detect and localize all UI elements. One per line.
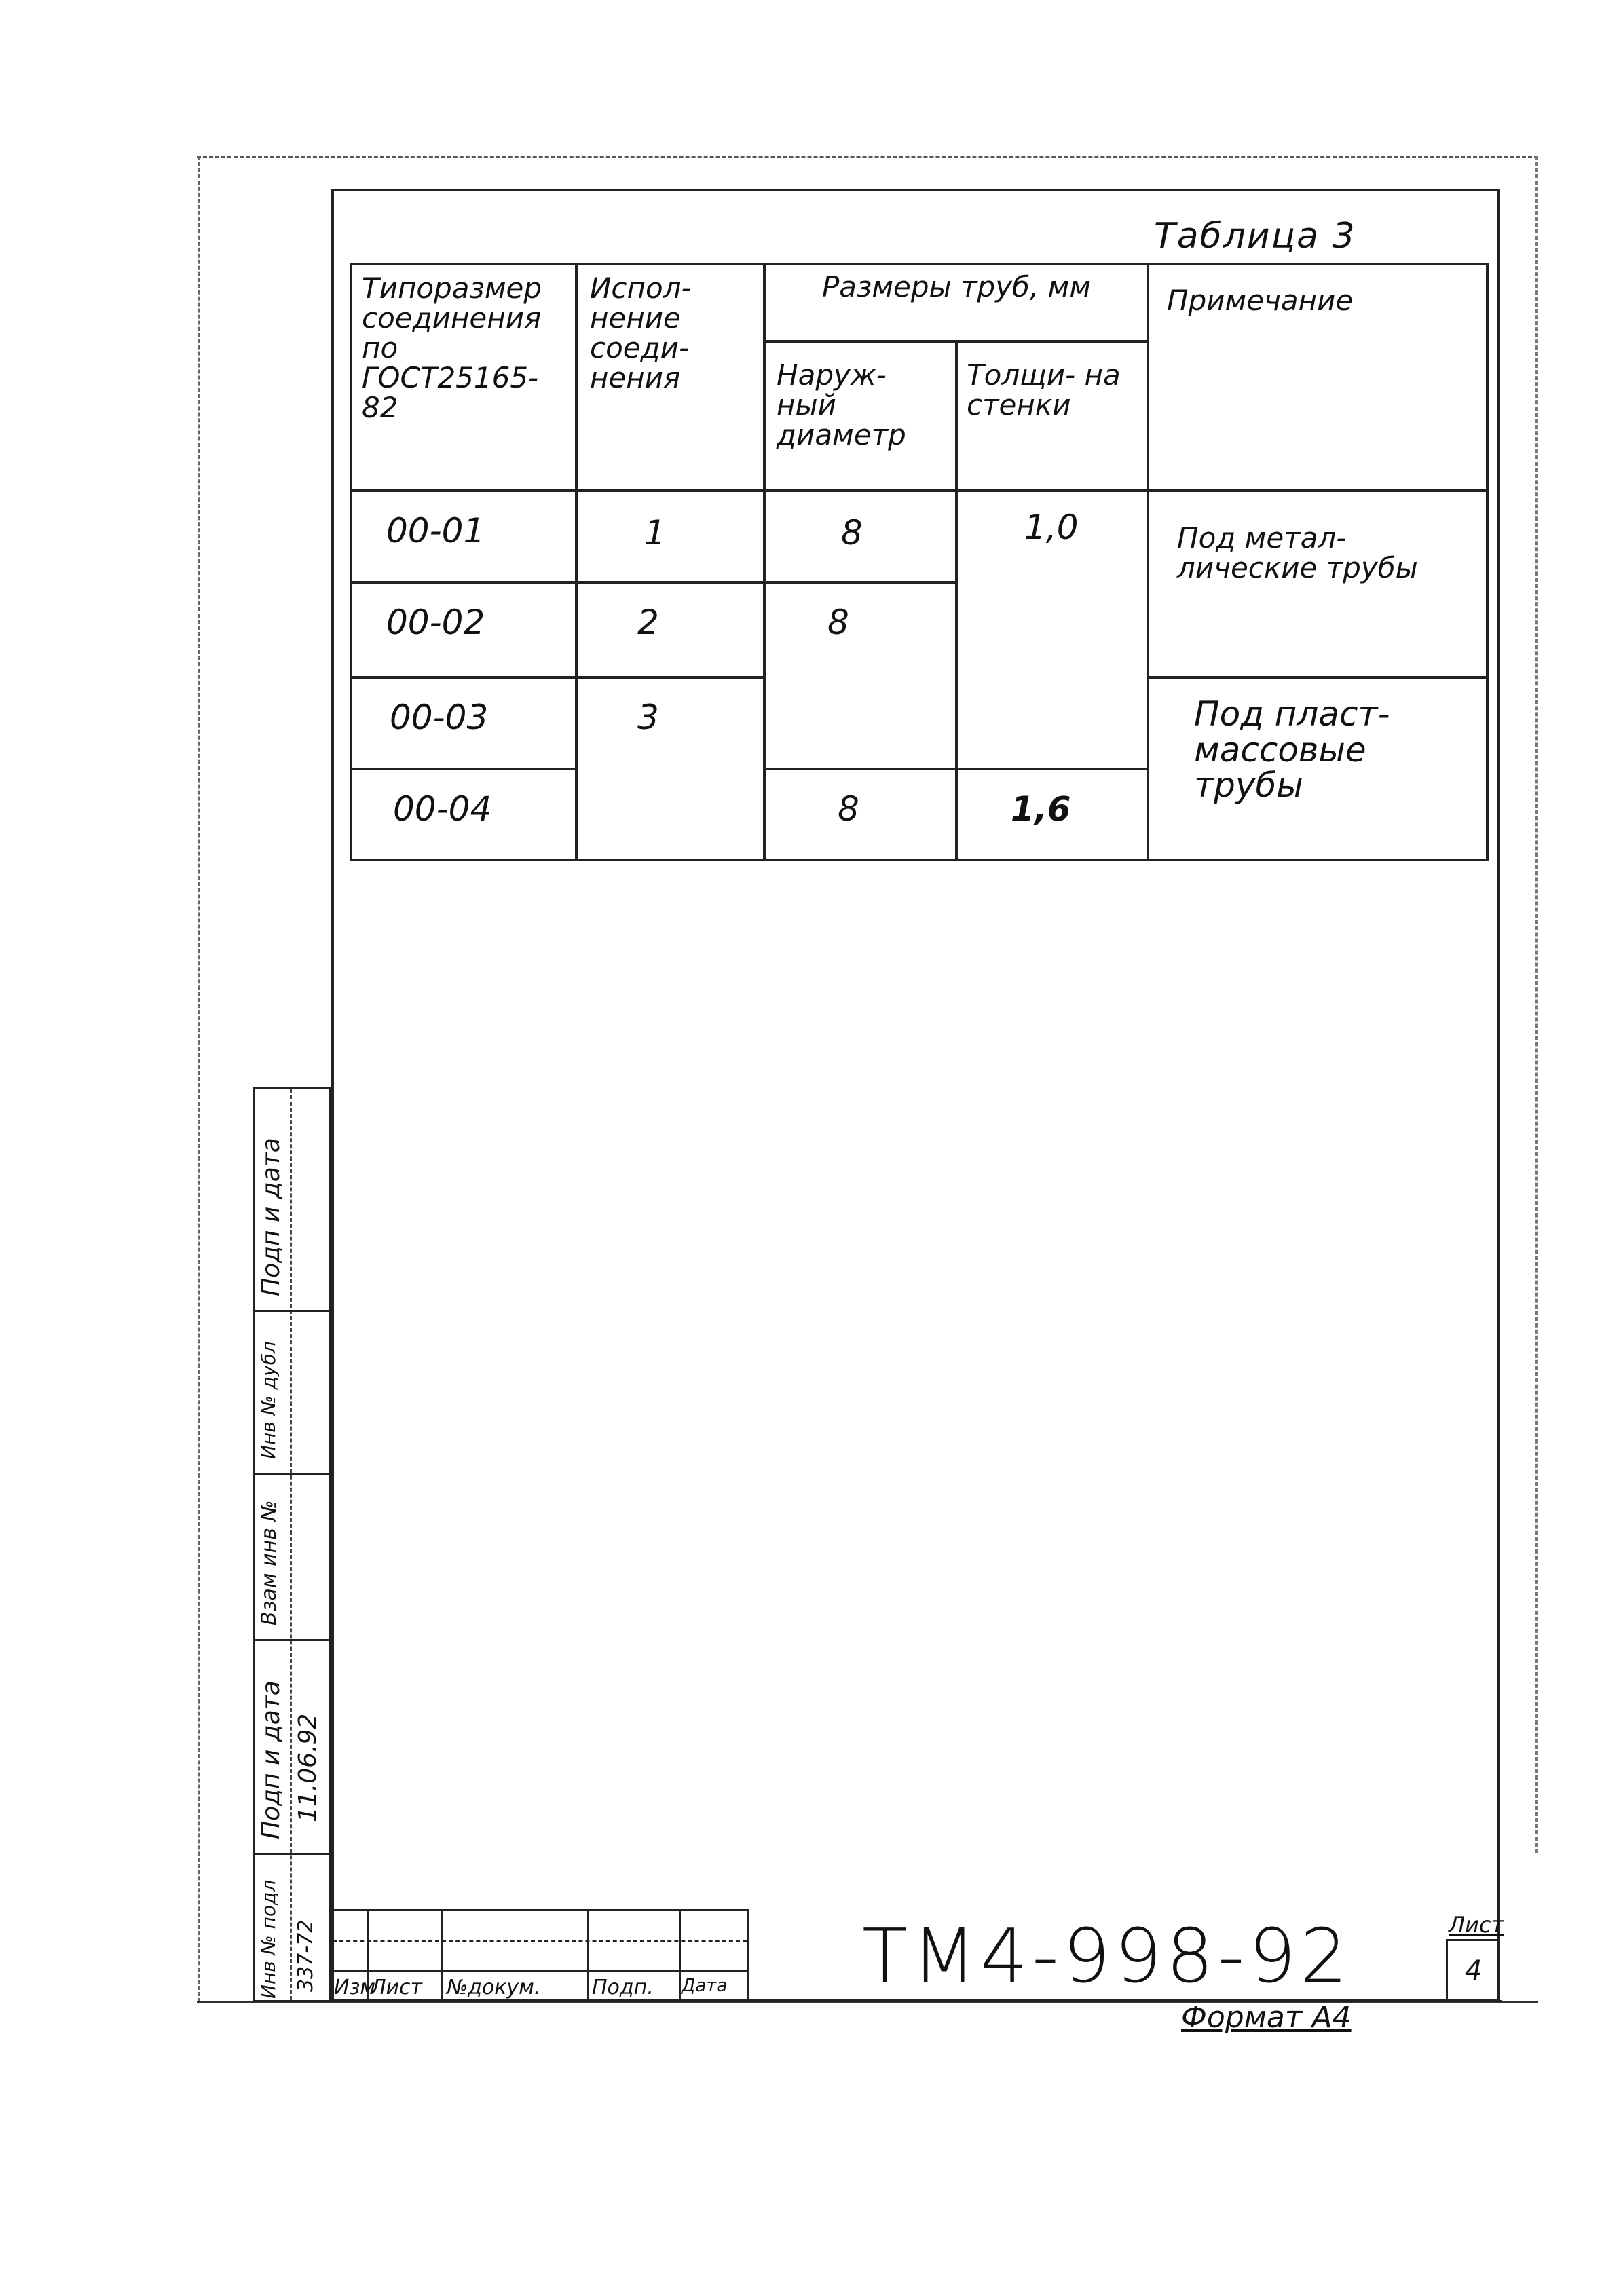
table-caption: Таблица 3 bbox=[1154, 216, 1356, 257]
header-pipe-size: Размеры труб, мм bbox=[821, 270, 1092, 303]
row4-type: 00-04 bbox=[393, 789, 492, 829]
header-type: Типоразмер соединения по ГОСТ25165-82 bbox=[362, 271, 542, 425]
side-label-dup-inv: Инв № дубл bbox=[257, 1341, 280, 1459]
title-block-col-3 bbox=[587, 1909, 589, 2002]
row-line-1 bbox=[352, 581, 955, 584]
header-wall-thickness: Толщи- на стенки bbox=[967, 358, 1121, 422]
row-line-3b bbox=[763, 768, 1147, 770]
row1-note: Под метал- лические трубы bbox=[1177, 521, 1418, 585]
col-divider-3 bbox=[955, 340, 958, 859]
label-change: Изм bbox=[334, 1976, 376, 1999]
row1-thickness: 1,0 bbox=[1024, 508, 1079, 547]
row1-type: 00-01 bbox=[386, 511, 485, 550]
pipe-table bbox=[350, 263, 1489, 861]
side-stamp-divider bbox=[290, 1089, 292, 2000]
side-entry-inv-number: 337-72 bbox=[294, 1919, 318, 1992]
side-row-line-1 bbox=[255, 1310, 329, 1312]
side-stamp bbox=[253, 1087, 331, 2002]
header-note: Примечание bbox=[1167, 284, 1354, 317]
paper-format: Формат А4 bbox=[1181, 2000, 1352, 2035]
side-label-replace-inv: Взам инв № bbox=[257, 1500, 281, 1625]
subheader-line bbox=[763, 340, 1147, 343]
header-execution: Испол- нение соеди- нения bbox=[590, 271, 692, 395]
sheet-label: Лист bbox=[1449, 1912, 1504, 1938]
trim-line-top bbox=[197, 156, 1538, 158]
trim-line-right bbox=[1535, 156, 1538, 1853]
col-divider-1 bbox=[575, 265, 578, 859]
sheet-box-divider bbox=[1446, 1939, 1500, 1941]
row1-exec: 1 bbox=[644, 513, 666, 552]
row2-diameter: 8 bbox=[827, 603, 849, 642]
side-label-orig-inv: Инв № подл bbox=[257, 1879, 280, 1999]
header-outer-diameter: Наруж- ный диаметр bbox=[777, 358, 906, 452]
header-bottom-line bbox=[352, 489, 1486, 492]
side-label-sign-date-2: Подп и дата bbox=[257, 1680, 285, 1839]
row3-note: Под пласт- массовые трубы bbox=[1194, 694, 1390, 805]
side-row-line-2 bbox=[255, 1473, 329, 1475]
title-block-top-line bbox=[333, 1909, 747, 1911]
title-block-col-4 bbox=[679, 1909, 681, 2002]
row1-diameter: 8 bbox=[841, 513, 863, 552]
side-entry-date: 11.06.92 bbox=[294, 1713, 322, 1822]
row2-type: 00-02 bbox=[386, 603, 485, 642]
label-signature: Подп. bbox=[592, 1976, 654, 1999]
row-line-3a bbox=[352, 768, 575, 770]
label-date: Дата bbox=[682, 1976, 728, 1996]
title-block-row-line-1 bbox=[333, 1940, 747, 1942]
title-block-col-5 bbox=[747, 1909, 749, 2002]
trim-line-left bbox=[198, 156, 200, 2002]
row3-exec: 3 bbox=[637, 698, 659, 737]
title-block-row-line-2 bbox=[333, 1970, 747, 1972]
row-line-2a bbox=[352, 676, 763, 679]
side-label-sign-date-1: Подп и дата bbox=[257, 1137, 285, 1296]
sheet-number: 4 bbox=[1465, 1955, 1483, 1987]
row4-diameter: 8 bbox=[838, 789, 859, 829]
row3-type: 00-03 bbox=[390, 698, 489, 737]
col-divider-4 bbox=[1147, 265, 1149, 859]
label-sheet: Лист bbox=[371, 1976, 423, 1999]
row2-exec: 2 bbox=[637, 603, 659, 642]
document-code: ТМ4-998-92 bbox=[862, 1913, 1352, 1999]
side-row-line-4 bbox=[255, 1853, 329, 1855]
title-block-col-2 bbox=[441, 1909, 443, 2002]
row4-thickness: 1,6 bbox=[1011, 789, 1071, 829]
side-row-line-3 bbox=[255, 1639, 329, 1641]
label-doc-number: №докум. bbox=[447, 1976, 541, 1999]
row-line-2b bbox=[1147, 676, 1486, 679]
